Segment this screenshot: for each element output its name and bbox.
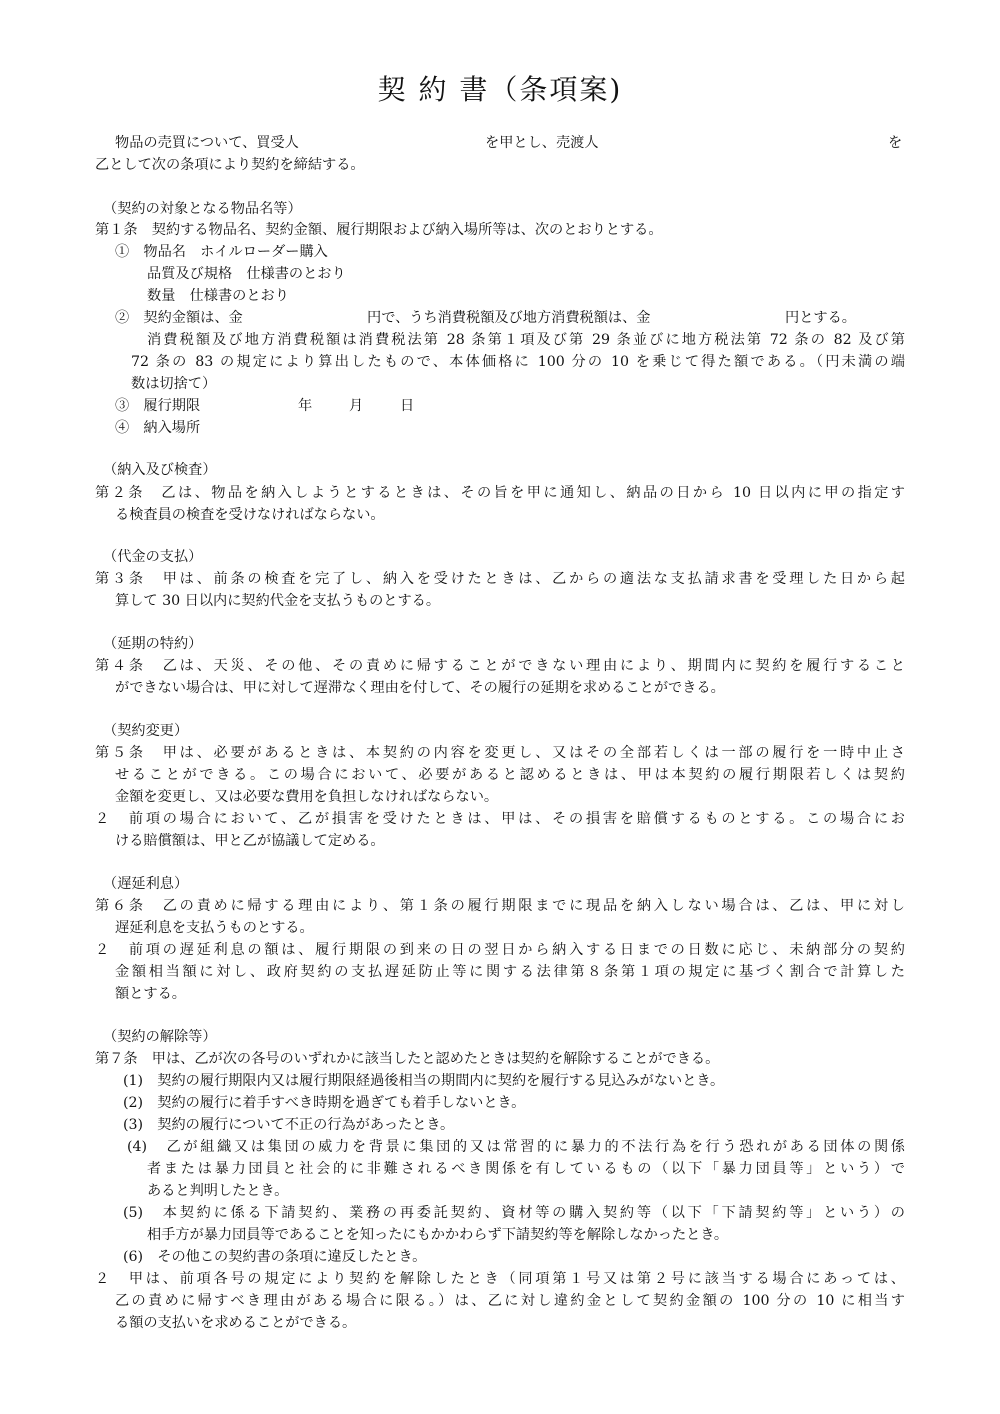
article-text: る額の支払いを求めることができる。 (115, 1315, 357, 1331)
article-text: ２ 前項の遅延利息の額は、履行期限の到来の日の翌日から納入する日までの日数に応じ、未納部分の契約 (95, 942, 905, 958)
article-heading: （納入及び検査） (103, 462, 217, 478)
preamble-text: を (888, 135, 903, 151)
list-item: 相手方が暴力団員等であることを知ったにもかかわらず下請契約等を解除しなかったとき。 (147, 1227, 729, 1243)
article-text: 金額相当額に対し、政府契約の支払遅延防止等に関する法律第８条第１項の規定に基づく割合で計算した (115, 964, 905, 980)
article-text: 第５条 甲は、必要があるときは、本契約の内容を変更し、又はその全部若しくは一部の履行を一時中止さ (95, 745, 905, 761)
article-text: 乙の責めに帰すべき理由がある場合に限る。）は、乙に対し違約金として契約金額の 100 分の 10 に相当す (115, 1293, 905, 1309)
article-text: 72 条の 83 の規定により算出したもので、本体価格に 100 分の 10 を乗じて得た額である。（円未満の端 (131, 354, 905, 370)
list-item: (3) 契約の履行について不正の行為があったとき。 (123, 1117, 455, 1133)
list-item: ④ 納入場所 (115, 420, 201, 436)
preamble-text: 物品の売買について、買受人 (115, 135, 299, 151)
list-item: 円とする。 (785, 310, 856, 326)
article-heading: （契約変更） (103, 723, 189, 739)
article-heading: （契約の解除等） (103, 1029, 217, 1045)
list-item: ② 契約金額は、金 (115, 310, 243, 326)
list-item: (2) 契約の履行に着手すべき時期を過ぎても着手しないとき。 (123, 1095, 526, 1111)
list-item: 年 (298, 398, 313, 414)
list-item: (1) 契約の履行期限内又は履行期限経過後相当の期間内に契約を履行する見込みがないとき。 (123, 1073, 725, 1089)
preamble-text: を甲とし、売渡人 (485, 135, 599, 151)
article-text: ける賠償額は、甲と乙が協議して定める。 (115, 833, 385, 849)
article-text: 第４条 乙は、天災、その他、その責めに帰することができない理由により、期間内に契約を履行すること (95, 658, 905, 674)
article-text: る検査員の検査を受けなければならない。 (115, 507, 385, 523)
article-heading: （遅延利息） (103, 876, 189, 892)
article-text: ができない場合は、甲に対して遅滞なく理由を付して、その履行の延期を求めることができる。 (115, 680, 725, 696)
list-item: ① 物品名 ホイルローダー購入 (115, 244, 328, 260)
article-text: 金額を変更し、又は必要な費用を負担しなければならない。 (115, 789, 499, 805)
preamble-text: 乙として次の条項により契約を締結する。 (95, 157, 365, 173)
article-text: 第３条 甲は、前条の検査を完了し、納入を受けたときは、乙からの適法な支払請求書を受理した日から起 (95, 571, 905, 587)
article-text: 第１条 契約する物品名、契約金額、履行期限および納入場所等は、次のとおりとする。 (95, 222, 663, 238)
article-text: 額とする。 (115, 986, 186, 1002)
list-item: 月 (349, 398, 364, 414)
list-item: (5) 本契約に係る下請契約、業務の再委託契約、資材等の購入契約等（以下「下請契約等」という）の (123, 1205, 905, 1221)
article-text: 数は切捨て） (131, 376, 217, 392)
list-item: あると判明したとき。 (147, 1183, 289, 1199)
article-text: 第７条 甲は、乙が次の各号のいずれかに該当したと認めたときは契約を解除することができる。 (95, 1051, 720, 1067)
article-text: 遅延利息を支払うものとする。 (115, 920, 314, 936)
article-text: ２ 甲は、前項各号の規定により契約を解除したとき（同項第１号又は第２号に該当する場合にあっては、 (95, 1271, 905, 1287)
article-text: せることができる。この場合において、必要があると認めるときは、甲は本契約の履行期限若しくは契約 (115, 767, 905, 783)
list-item: (4) 乙が組織又は集団の威力を背景に集団的又は常習的に暴力的不法行為を行う恐れがある団体の関係 (127, 1139, 905, 1155)
article-text: 消費税額及び地方消費税額は消費税法第 28 条第１項及び第 29 条並びに地方税法第 72 条の 82 及び第 (147, 332, 905, 348)
list-item: 日 (400, 398, 415, 414)
list-item: 者または暴力団員と社会的に非難されるべき関係を有しているもの（以下「暴力団員等」という）で (147, 1161, 905, 1177)
article-text: 第６条 乙の責めに帰する理由により、第１条の履行期限までに現品を納入しない場合は、乙は、甲に対し (95, 898, 905, 914)
article-heading: （延期の特約） (103, 636, 203, 652)
list-item: 数量 仕様書のとおり (147, 288, 289, 304)
document-title: 契 約 書（条項案) (377, 73, 623, 106)
article-text: ２ 前項の場合において、乙が損害を受けたときは、甲は、その損害を賠償するものとする。この場合にお (95, 811, 905, 827)
list-item: (6) その他この契約書の条項に違反したとき。 (123, 1249, 427, 1265)
article-text: 算して 30 日以内に契約代金を支払うものとする。 (115, 593, 441, 609)
article-heading: （代金の支払） (103, 549, 203, 565)
list-item: 円で、うち消費税額及び地方消費税額は、金 (367, 310, 651, 326)
article-text: 第２条 乙は、物品を納入しようとするときは、その旨を甲に通知し、納品の日から 10 日以内に甲の指定す (95, 485, 905, 501)
list-item: 品質及び規格 仕様書のとおり (147, 266, 346, 282)
article-heading: （契約の対象となる物品名等） (103, 201, 302, 217)
list-item: ③ 履行期限 (115, 398, 201, 414)
